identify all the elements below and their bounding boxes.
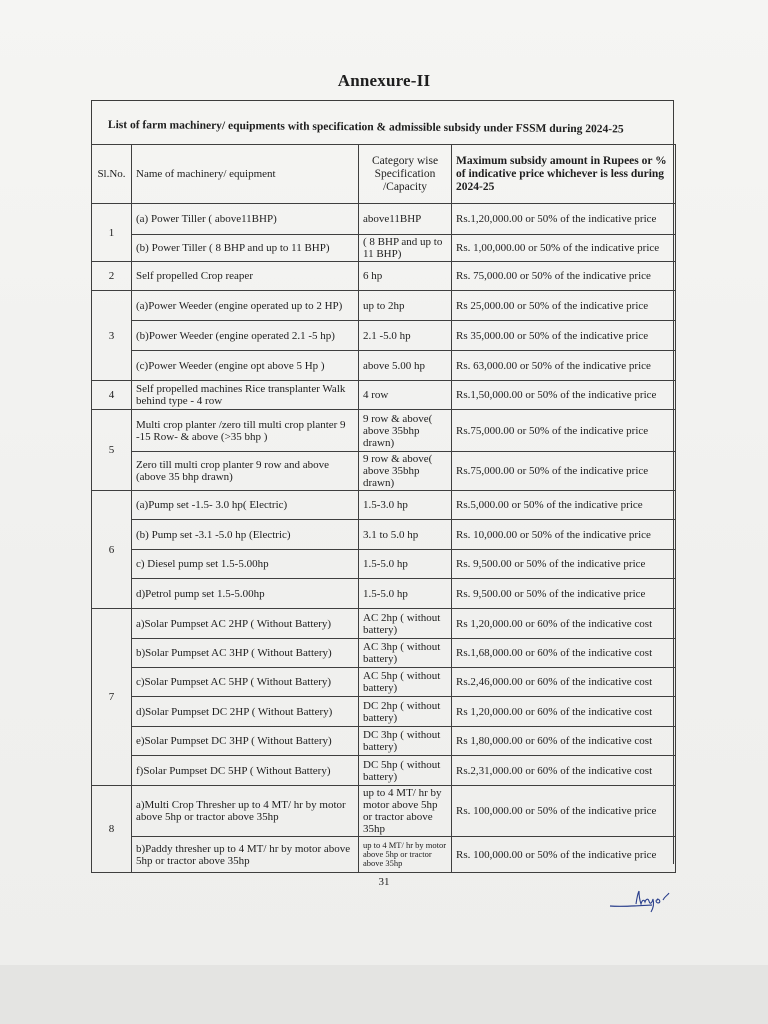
table-row [92,204,676,235]
category-cell: 1.5-3.0 hp [359,491,452,520]
category-cell: above 5.00 hp [359,351,452,381]
category-cell: 2.1 -5.0 hp [359,321,452,351]
category-cell: up to 4 MT/ hr by motor above 5hp or tractor above 35hp [359,786,452,837]
subsidy-cell: Rs.2,31,000.00 or 60% of the indicative cost [452,756,676,786]
sl-no-cell: 5 [92,410,132,491]
machinery-name-cell: (c)Power Weeder (engine opt above 5 Hp ) [132,351,359,381]
sl-no-cell: 7 [92,609,132,786]
page-number: 31 [378,876,390,888]
table-row [92,727,676,756]
category-cell: 3.1 to 5.0 hp [359,520,452,550]
sl-no-cell: 3 [92,291,132,381]
subsidy-cell: Rs. 63,000.00 or 50% of the indicative price [452,351,676,381]
machinery-name-cell: Multi crop planter /zero till multi crop planter 9 -15 Row- & above (>35 bhp ) [132,410,359,452]
category-cell: 9 row & above( above 35bhp drawn) [359,452,452,491]
table-caption: List of farm machinery/ equipments with specification & admissible subsidy under FSSM during 2024-25 [107,119,624,136]
machinery-name-cell: d)Solar Pumpset DC 2HP ( Without Battery) [132,697,359,727]
machinery-name-cell: (a)Pump set -1.5- 3.0 hp( Electric) [132,491,359,520]
table-row [92,639,676,668]
category-cell: up to 2hp [359,291,452,321]
subsidy-cell: Rs.75,000.00 or 50% of the indicative price [452,452,676,491]
sl-no-cell: 4 [92,381,132,410]
sl-no-cell: 2 [92,262,132,291]
machinery-name-cell: (a)Power Weeder (engine operated up to 2 HP) [132,291,359,321]
subsidy-cell: Rs 25,000.00 or 50% of the indicative price [452,291,676,321]
subsidy-cell: Rs.2,46,000.00 or 60% of the indicative cost [452,668,676,697]
subsidy-cell: Rs 35,000.00 or 50% of the indicative price [452,321,676,351]
table-row [92,321,676,351]
table-row [92,491,676,520]
machinery-name-cell: a)Multi Crop Thresher up to 4 MT/ hr by motor above 5hp or tractor above 35hp [132,786,359,837]
subsidy-cell: Rs 1,20,000.00 or 60% of the indicative cost [452,697,676,727]
machinery-name-cell: (b) Power Tiller ( 8 BHP and up to 11 BHP) [132,235,359,262]
table-row [92,550,676,579]
header-max-subsidy: Maximum subsidy amount in Rupees or % of indicative price whichever is less during 2024-25 [452,145,676,204]
header-sl-no: Sl.No. [92,145,132,204]
category-cell: DC 2hp ( without battery) [359,697,452,727]
signature-image [606,887,692,917]
machinery-name-cell: (b)Power Weeder (engine operated 2.1 -5 hp) [132,321,359,351]
category-cell: up to 4 MT/ hr by motor above 5hp or tractor above 35hp [359,837,452,873]
sl-no-cell: 8 [92,786,132,873]
category-cell: above11BHP [359,204,452,235]
category-cell: 4 row [359,381,452,410]
subsidy-cell: Rs. 100,000.00 or 50% of the indicative price [452,837,676,873]
subsidy-cell: Rs 1,20,000.00 or 60% of the indicative cost [452,609,676,639]
machinery-name-cell: c)Solar Pumpset AC 5HP ( Without Battery) [132,668,359,697]
table-row [92,579,676,609]
category-cell: 9 row & above( above 35bhp drawn) [359,410,452,452]
machinery-name-cell: Self propelled Crop reaper [132,262,359,291]
table-row [92,837,676,873]
subsidy-cell: Rs. 1,00,000.00 or 50% of the indicative price [452,235,676,262]
machinery-name-cell: a)Solar Pumpset AC 2HP ( Without Battery) [132,609,359,639]
table-row [92,697,676,727]
subsidy-cell: Rs. 9,500.00 or 50% of the indicative price [452,579,676,609]
machinery-name-cell: f)Solar Pumpset DC 5HP ( Without Battery) [132,756,359,786]
table-row [92,452,676,491]
category-cell: 1.5-5.0 hp [359,550,452,579]
table-row [92,262,676,291]
header-machinery-name: Name of machinery/ equipment [132,145,359,204]
category-cell: DC 5hp ( without battery) [359,756,452,786]
machinery-name-cell: c) Diesel pump set 1.5-5.00hp [132,550,359,579]
table-row [92,291,676,321]
table-header-row [92,145,676,204]
table-row [92,668,676,697]
category-cell: ( 8 BHP and up to 11 BHP) [359,235,452,262]
subsidy-cell: Rs. 10,000.00 or 50% of the indicative price [452,520,676,550]
machinery-name-cell: (b) Pump set -3.1 -5.0 hp (Electric) [132,520,359,550]
table-row [92,520,676,550]
subsidy-cell: Rs.5,000.00 or 50% of the indicative price [452,491,676,520]
category-cell: AC 3hp ( without battery) [359,639,452,668]
category-cell: 6 hp [359,262,452,291]
machinery-name-cell: e)Solar Pumpset DC 3HP ( Without Battery) [132,727,359,756]
machinery-name-cell: d)Petrol pump set 1.5-5.00hp [132,579,359,609]
category-cell: 1.5-5.0 hp [359,579,452,609]
table-row [92,756,676,786]
subsidy-table [91,144,676,873]
category-cell: DC 3hp ( without battery) [359,727,452,756]
machinery-name-cell: Self propelled machines Rice transplanter Walk behind type - 4 row [132,381,359,410]
subsidy-cell: Rs.75,000.00 or 50% of the indicative price [452,410,676,452]
subsidy-cell: Rs. 100,000.00 or 50% of the indicative price [452,786,676,837]
category-cell: AC 5hp ( without battery) [359,668,452,697]
table-row [92,786,676,837]
subsidy-cell: Rs.1,50,000.00 or 50% of the indicative price [452,381,676,410]
subsidy-cell: Rs 1,80,000.00 or 60% of the indicative cost [452,727,676,756]
machinery-name-cell: b)Solar Pumpset AC 3HP ( Without Battery) [132,639,359,668]
sl-no-cell: 6 [92,491,132,609]
table-row [92,381,676,410]
subsidy-cell: Rs. 9,500.00 or 50% of the indicative price [452,550,676,579]
scan-margin [0,965,768,1024]
sl-no-cell: 1 [92,204,132,262]
document-title: Annexure-II [337,71,431,90]
subsidy-cell: Rs.1,20,000.00 or 50% of the indicative price [452,204,676,235]
table-row [92,235,676,262]
subsidy-cell: Rs. 75,000.00 or 50% of the indicative price [452,262,676,291]
machinery-name-cell: (a) Power Tiller ( above11BHP) [132,204,359,235]
table-row [92,410,676,452]
subsidy-cell: Rs.1,68,000.00 or 60% of the indicative cost [452,639,676,668]
table-row [92,609,676,639]
machinery-name-cell: Zero till multi crop planter 9 row and above (above 35 bhp drawn) [132,452,359,491]
header-category: Category wise Specification /Capacity [359,145,452,204]
machinery-name-cell: b)Paddy thresher up to 4 MT/ hr by motor above 5hp or tractor above 35hp [132,837,359,873]
category-cell: AC 2hp ( without battery) [359,609,452,639]
table-row [92,351,676,381]
